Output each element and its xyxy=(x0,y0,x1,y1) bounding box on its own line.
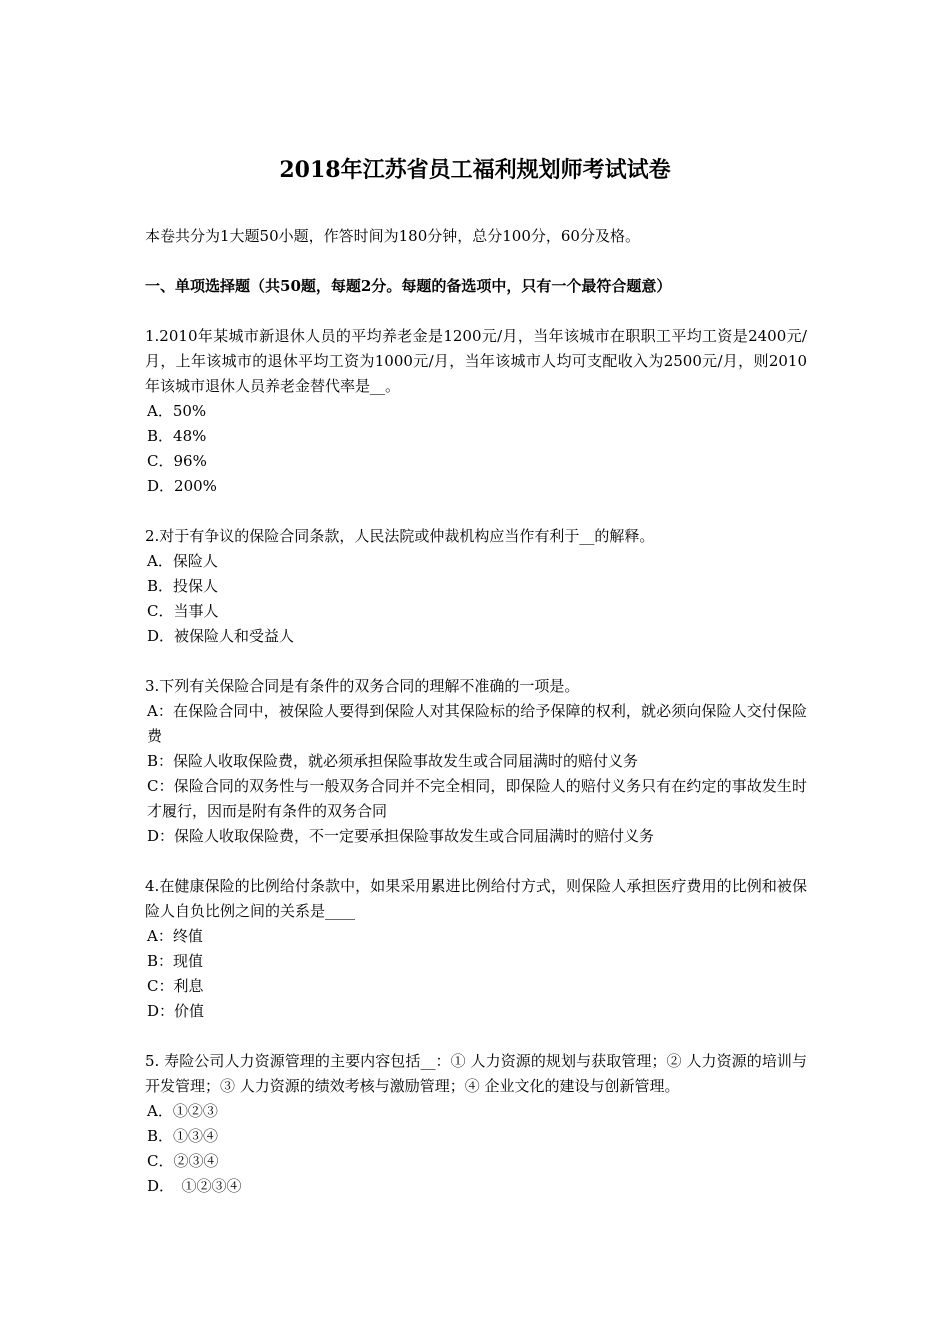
question-5 xyxy=(145,1049,807,1199)
option-d: D．被保险人和受益人 xyxy=(147,627,295,645)
question-text: 2.对于有争议的保险合同条款，人民法院或仲裁机构应当作有利于__的解释。 xyxy=(145,527,655,545)
question-3 xyxy=(145,674,807,849)
option-b: B：保险人收取保险费，就必须承担保险事故发生或合同届满时的赔付义务 xyxy=(147,752,639,770)
option-c: C．96% xyxy=(147,452,207,470)
option-a: A：终值 xyxy=(147,927,203,945)
option-a: A：在保险合同中，被保险人要得到保险人对其保险标的给予保障的权利，就必须向保险人交付保险费 xyxy=(147,702,807,745)
option-a: A．50% xyxy=(147,402,207,420)
option-a: A．保险人 xyxy=(147,552,218,570)
option-b: B．48% xyxy=(147,427,207,445)
option-a: A．①②③ xyxy=(147,1102,218,1120)
option-c: C．当事人 xyxy=(147,602,219,620)
page-title: 2018年江苏省员工福利规划师考试试卷 xyxy=(279,157,671,183)
intro-text: 本卷共分为1大题50小题，作答时间为180分钟，总分100分，60分及格。 xyxy=(145,227,640,245)
option-c: C．②③④ xyxy=(147,1152,219,1170)
option-c: C：保险合同的双务性与一般双务合同并不完全相同，即保险人的赔付义务只有在约定的事故发生时才履行，因而是附有条件的双务合同 xyxy=(147,777,807,820)
question-text: 3.下列有关保险合同是有条件的双务合同的理解不准确的一项是。 xyxy=(145,677,580,695)
option-d: D：价值 xyxy=(147,1002,205,1020)
section-heading: 一、单项选择题（共50题，每题2分。每题的备选项中，只有一个最符合题意） xyxy=(145,277,672,295)
document-body xyxy=(145,224,807,1199)
option-c: C：利息 xyxy=(147,977,204,995)
question-4 xyxy=(145,874,807,1024)
option-b: B．①③④ xyxy=(147,1127,219,1145)
option-d: D：保险人收取保险费，不一定要承担保险事故发生或合同届满时的赔付义务 xyxy=(147,827,655,845)
question-1 xyxy=(145,324,807,499)
option-d: D．200% xyxy=(147,477,217,495)
question-text: 1.2010年某城市新退休人员的平均养老金是1200元/月，当年该城市在职职工平均工资是2400元/月，上年该城市的退休平均工资为1000元/月，当年该城市人均可支配收入为2500元/月，则2010年该城市退休人员养老金替代率是__。 xyxy=(145,327,807,395)
question-text: 5. 寿险公司人力资源管理的主要内容包括__：① 人力资源的规划与获取管理；② 人力资源的培训与开发管理；③ 人力资源的绩效考核与激励管理；④ 企业文化的建设与创新管理。 xyxy=(145,1052,807,1095)
option-b: B．投保人 xyxy=(147,577,219,595)
question-2 xyxy=(145,524,807,649)
option-b: B：现值 xyxy=(147,952,204,970)
question-text: 4.在健康保险的比例给付条款中，如果采用累进比例给付方式，则保险人承担医疗费用的比例和被保险人自负比例之间的关系是____ xyxy=(145,877,807,920)
option-d: D． ①②③④ xyxy=(147,1177,242,1195)
